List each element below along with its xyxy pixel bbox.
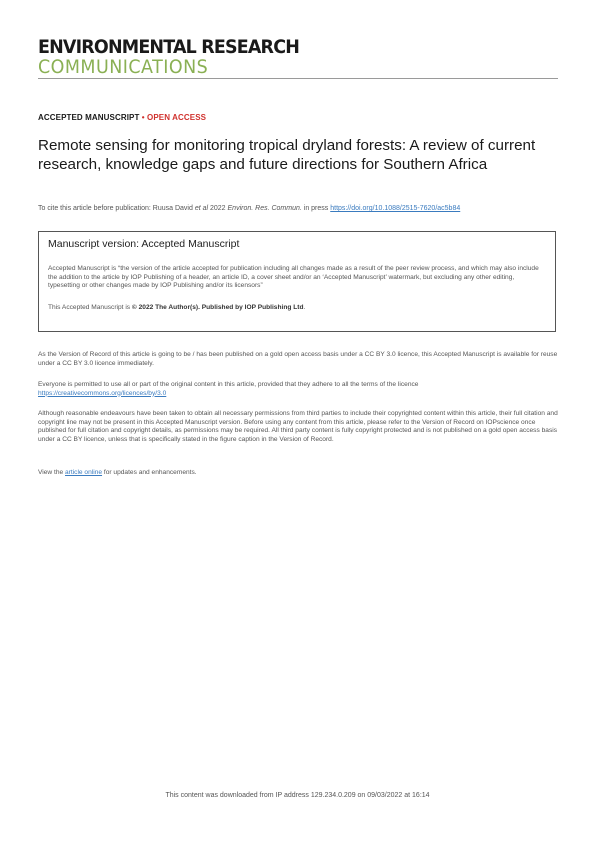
licence-permission-text: Everyone is permitted to use all or part of the original content in this article, provided that they adhere to all the terms of the licence: [38, 381, 419, 388]
version-of-record-paragraph: As the Version of Record of this article is going to be / has been published on a gold open access basis under a CC BY 3.0 licence, this Accepted Manuscript is available for reuse under a CC BY 3.0 licence immediately.: [38, 351, 558, 367]
citation-journal: Environ. Res. Commun.: [227, 205, 302, 212]
copyright-statement: [48, 304, 305, 311]
status-bullet: •: [141, 113, 145, 122]
view-online-paragraph: [38, 469, 558, 478]
citation-et-al: et al: [194, 205, 209, 212]
article-online-link[interactable]: article online: [65, 469, 103, 476]
citation-line: [38, 205, 558, 212]
permissions-paragraph: Although reasonable endeavours have been taken to obtain all necessary permissions from third parties to include their copyrighted content within this article, their full citation and copyright line may not be present in this Accepted Manuscript version. Before using any content from this article, please refer to the Version of Record on IOPscience once published for full citation and copyright details, as permissions may be required. All third party content is fully copyright protected and is not published on a gold open access basis under a CC BY licence, unless that is specifically stated in the figure caption in the Version of Record.: [38, 410, 558, 443]
citation-in-press: in press: [301, 205, 331, 212]
journal-name-line1: ENVIRONMENTAL RESEARCH: [38, 36, 300, 58]
view-suffix: for updates and enhancements.: [102, 469, 197, 476]
manuscript-status: [38, 113, 206, 122]
copyright-suffix: .: [303, 304, 306, 311]
accepted-manuscript-definition: Accepted Manuscript is “the version of the article accepted for publication including all changes made as a result of the peer review process, and which may also include the addition to the article by IOP Publishing of a header, an article ID, a cover sheet and/or an ‘Accepted Manuscript’ watermark, but excluding any other editing, typesetting or other changes made by IOP Publishing and/or its licensors”: [48, 265, 539, 290]
view-prefix: View the: [38, 469, 66, 476]
accepted-manuscript-label: ACCEPTED MANUSCRIPT: [38, 113, 140, 122]
citation-prefix: To cite this article before publication: Ruusa David: [38, 205, 195, 212]
journal-name-line2: COMMUNICATIONS: [38, 56, 209, 78]
manuscript-version-heading: Manuscript version: Accepted Manuscript: [48, 238, 240, 250]
article-title: Remote sensing for monitoring tropical dryland forests: A review of current research, knowledge gaps and future directions for Southern Africa: [38, 137, 536, 173]
manuscript-version-box: [38, 231, 556, 332]
licence-link[interactable]: https://creativecommons.org/licences/by/3.0: [38, 389, 167, 397]
licence-paragraph: [38, 381, 558, 398]
header-divider: [38, 78, 558, 79]
open-access-label: OPEN ACCESS: [147, 113, 207, 122]
download-footer: This content was downloaded from IP address 129.234.0.209 on 09/03/2022 at 16:14: [165, 792, 430, 799]
doi-link[interactable]: https://doi.org/10.1088/2515-7620/ac5b84: [330, 205, 461, 212]
citation-year: 2022: [208, 205, 228, 212]
copyright-prefix: This Accepted Manuscript is: [48, 304, 132, 311]
copyright-holder: © 2022 The Author(s). Published by IOP Publishing Ltd: [131, 304, 304, 311]
